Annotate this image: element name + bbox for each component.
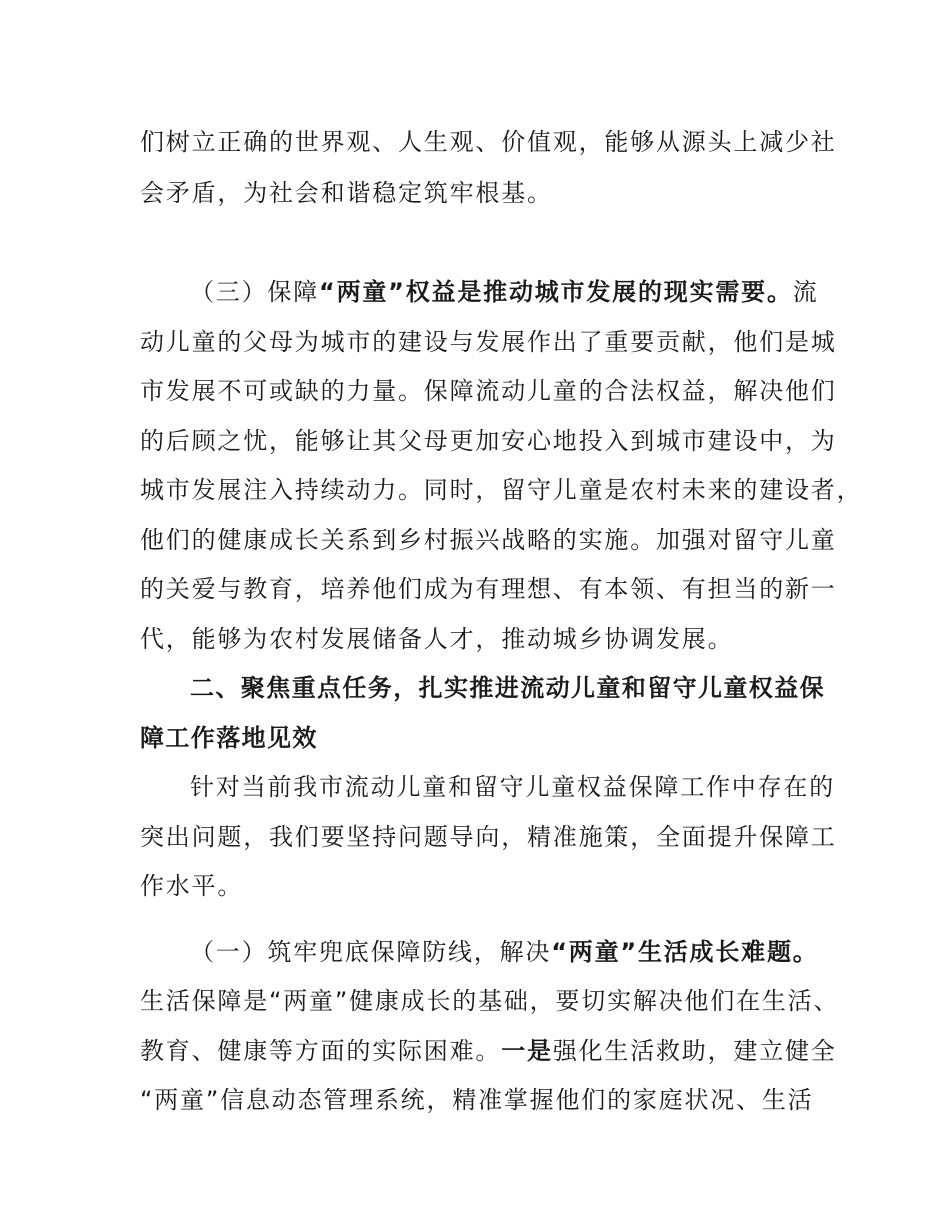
subsection-label: （一）筑牢兜底保障防线，解决 [190, 938, 552, 966]
text-line: 他们的健康成长关系到乡村振兴战略的实施。加强对留守儿童 [140, 526, 837, 554]
subsection-title: “两童”权益是推动城市发展的现实需要。 [319, 278, 793, 306]
text-line: 动儿童的父母为城市的建设与发展作出了重要贡献，他们是城 [140, 328, 837, 356]
text-line: 的关爱与教育，培养他们成为有理想、有本领、有担当的新一 [140, 575, 837, 603]
text-run: 流 [792, 278, 819, 306]
section-heading: 二、聚焦重点任务，扎实推进流动儿童和留守儿童权益保 [190, 674, 825, 702]
text-line: 生活保障是“两童”健康成长的基础，要切实解决他们在生活、 [140, 987, 840, 1015]
text-line [140, 1031, 837, 1071]
text-line: 的后顾之忧，能够让其父母更加安心地投入到城市建设中，为 [140, 427, 837, 455]
text-line: 代，能够为农村发展储备人才，推动城乡协调发展。 [140, 625, 734, 653]
subsection-title: “两童”生活成长难题。 [551, 938, 819, 966]
text-line: 们树立正确的世界观、人生观、价值观，能够从源头上减少社 [140, 128, 837, 156]
subsection-1-first-line [190, 932, 820, 972]
text-line: 城市发展注入持续动力。同时，留守儿童是农村未来的建设者， [140, 476, 863, 504]
text-line: 突出问题，我们要坚持问题导向，精准施策，全面提升保障工 [140, 823, 837, 851]
text-line: 市发展不可或缺的力量。保障流动儿童的合法权益，解决他们 [140, 377, 837, 405]
section-heading-continued: 障工作落地见效 [140, 724, 318, 752]
subsection-label: （三）保障 [190, 278, 319, 306]
text-line: 针对当前我市流动儿童和留守儿童权益保障工作中存在的 [190, 773, 835, 801]
list-marker: 一是 [501, 1037, 553, 1065]
text-run: 强化生活救助，建立健全 [552, 1037, 837, 1065]
section-3-first-line [190, 272, 820, 312]
text-line: 会矛盾，为社会和谐稳定筑牢根基。 [140, 179, 553, 207]
text-run: 教育、健康等方面的实际困难。 [140, 1037, 502, 1065]
text-line: “两童”信息动态管理系统，精准掌握他们的家庭状况、生活 [140, 1086, 814, 1114]
text-line: 作水平。 [140, 872, 244, 900]
